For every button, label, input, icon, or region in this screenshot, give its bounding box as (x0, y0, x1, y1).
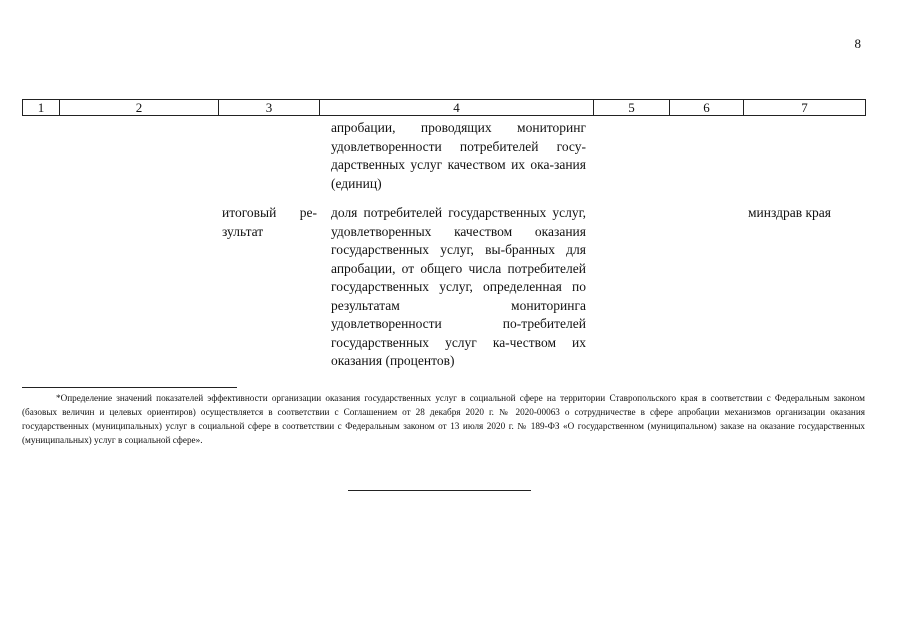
column-number-3: 3 (219, 100, 320, 116)
page-number: 8 (854, 36, 861, 51)
column-number-6: 6 (670, 100, 744, 116)
column-number-header (22, 99, 866, 116)
footnote-text: *Определение значений показателей эффективности организации оказания государственных услуг в социальной сфере на территории Ставропольского края в соответствии с Федеральным законом (базовых величин и целевых ориентиров) осуществляется в соответствии с Соглашением от 28 декабря 2020 г. № 2020-00063 о сотрудничестве в сфере апробации механизмов организации оказания государственных (муниципальных) услуг в социальной сфере в соответствии с Федеральным законом от 13 июля 2020 г. № 189-ФЗ «О государственном (муниципальном) заказе на оказание государственных (муниципальных) услуг в социальной сфере». (22, 393, 865, 445)
end-of-document-line (348, 490, 531, 491)
result-type-cell: итоговый ре-зультат (222, 205, 317, 239)
column-number-5: 5 (594, 100, 670, 116)
indicator-name-cell: доля потребителей государственных услуг, удовлетворенных качеством оказания государственных услуг, вы-бранных для апробации, от общего числа потребителей государственных услуг, определенная по результатам мониторинга удовлетворенности по-требителей государственных услуг ка-чеством их оказания (процентов) (331, 205, 586, 368)
column-number-4: 4 (320, 100, 594, 116)
column-number-1: 1 (23, 100, 60, 116)
footnote-separator (22, 387, 237, 388)
continued-indicator-text: апробации, проводящих мониторинг удовлетворенности потребителей госу-дарственных услуг качеством их ока-зания (единиц) (331, 120, 586, 191)
column-number-7: 7 (744, 100, 866, 116)
column-number-2: 2 (60, 100, 219, 116)
responsible-agency-cell: минздрав края (748, 205, 831, 220)
